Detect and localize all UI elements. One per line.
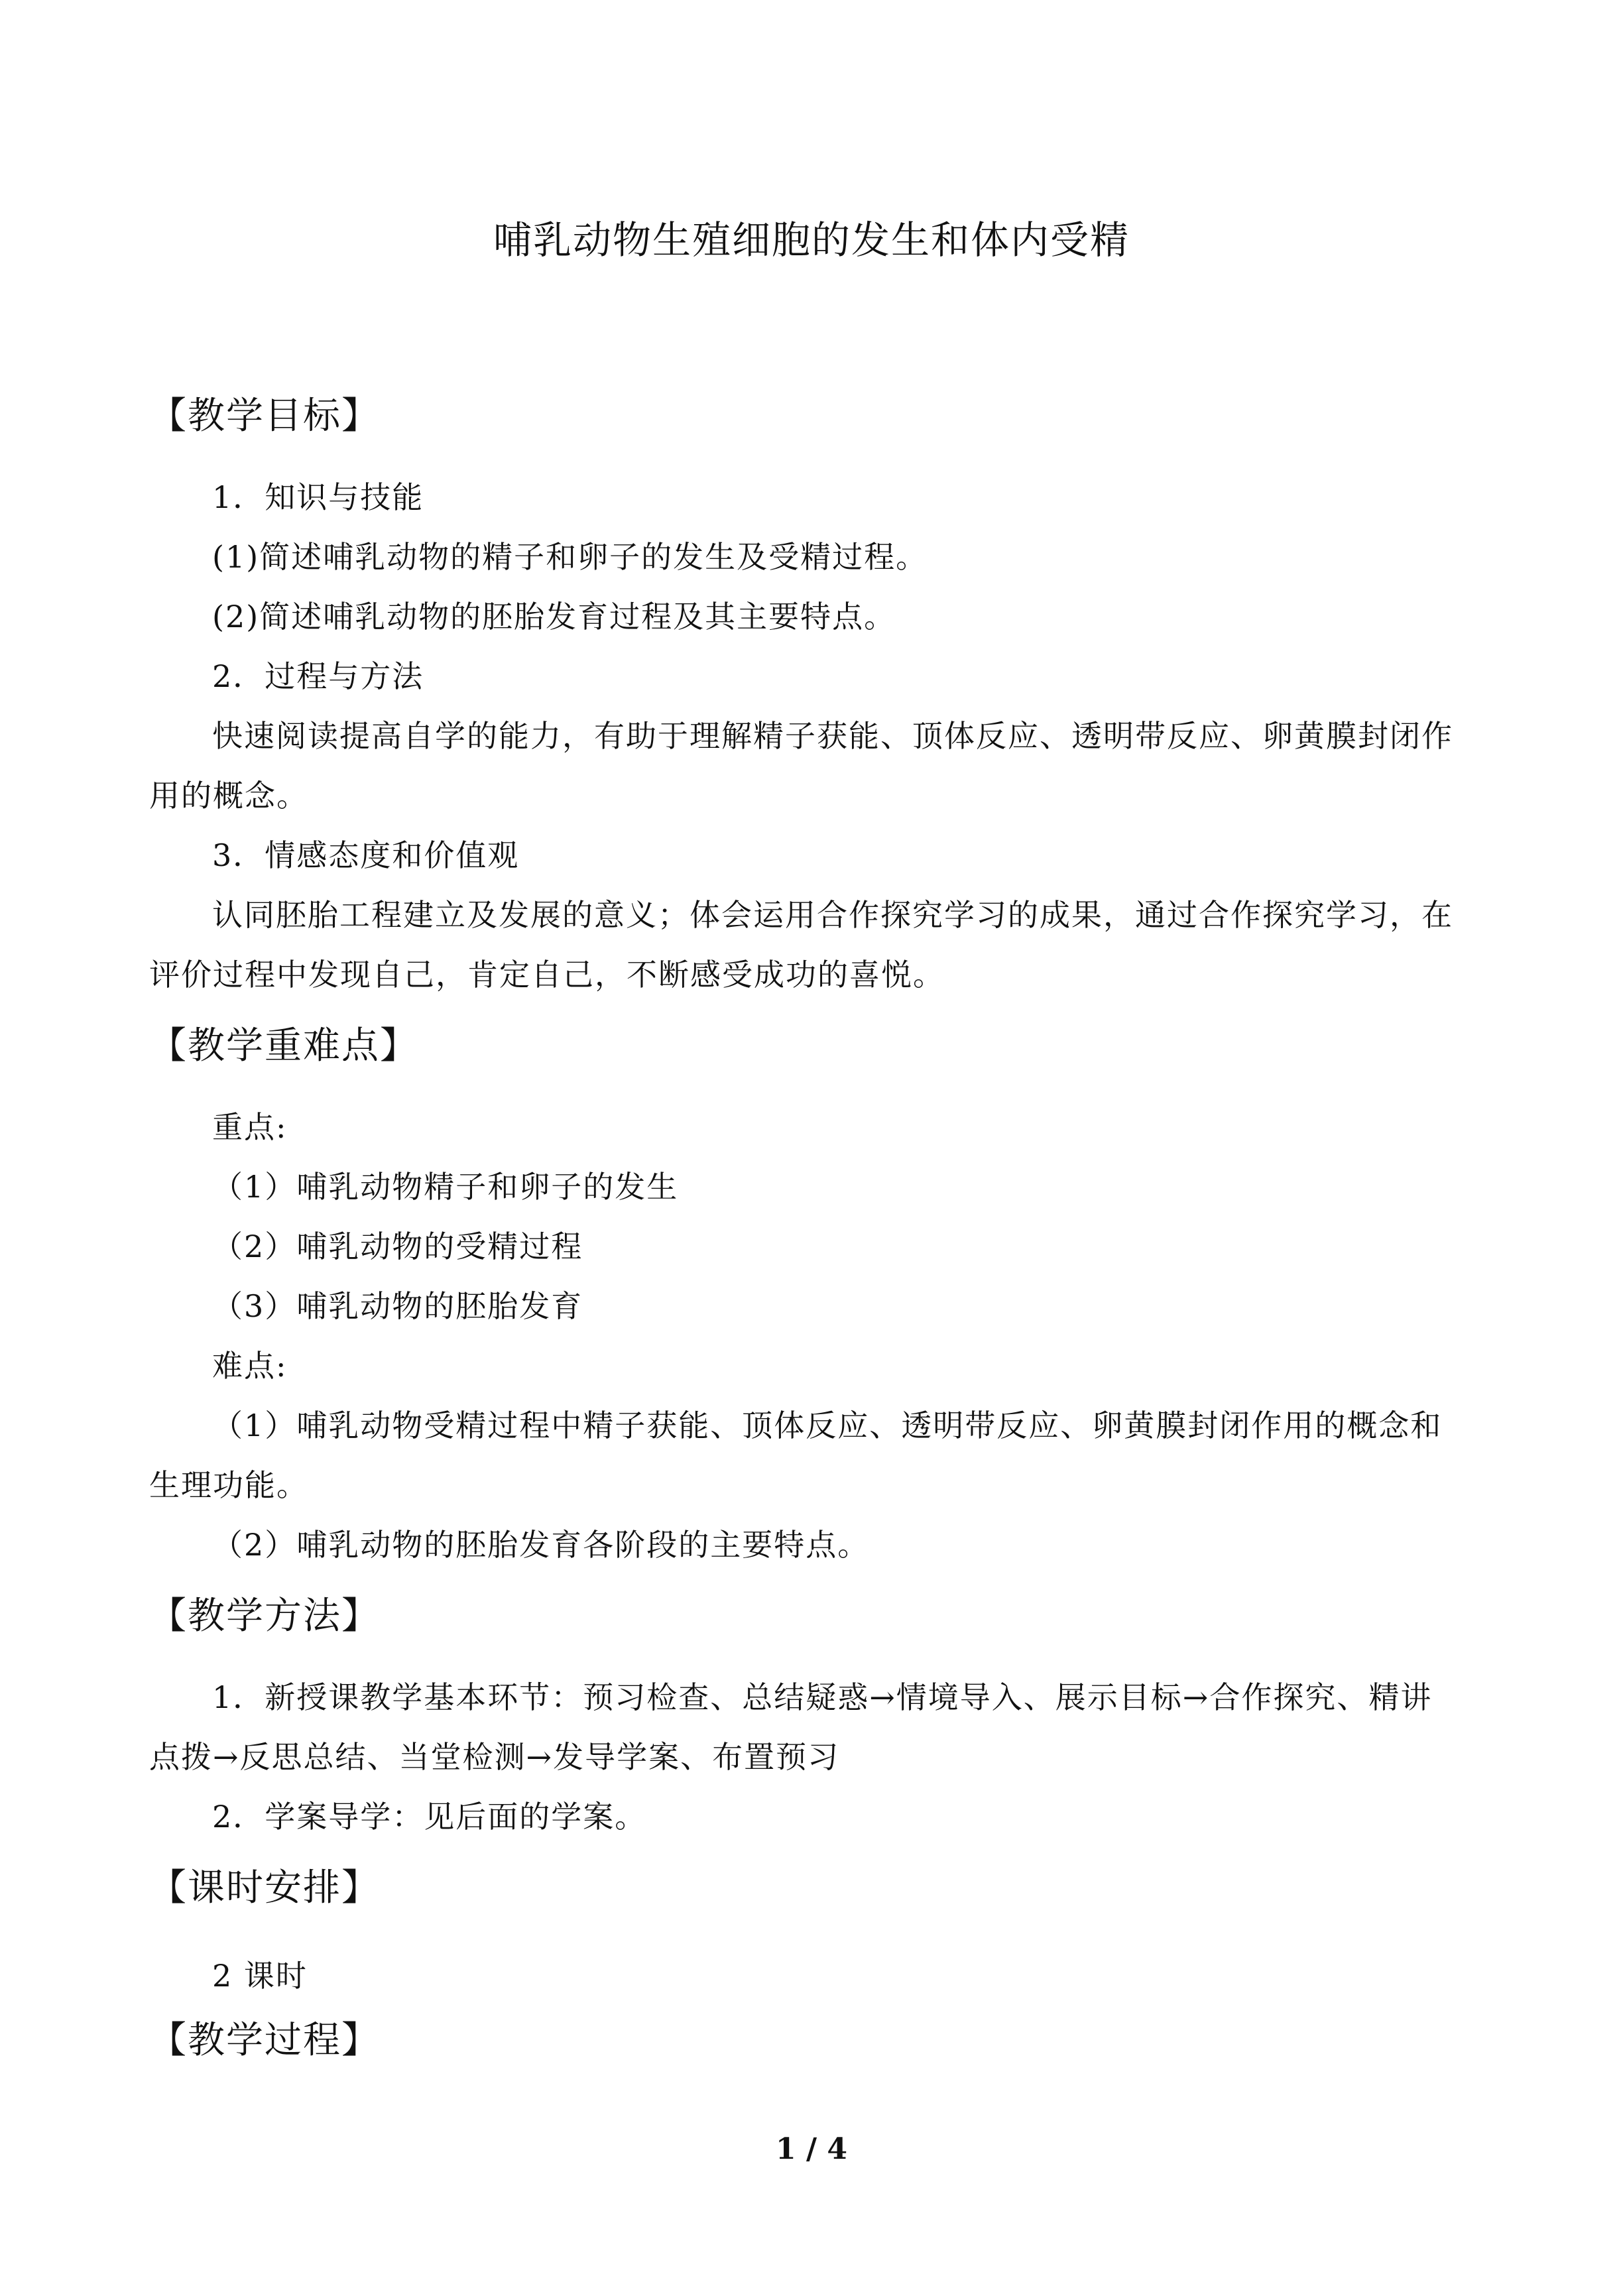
methods-item-1-line-1: 1．新授课教学基本环节：预习检查、总结疑惑→情境导入、展示目标→合作探究、精讲 xyxy=(212,1679,1433,1715)
goals-values-text-line-1: 认同胚胎工程建立及发展的意义；体会运用合作探究学习的成果，通过合作探究学习，在 xyxy=(212,897,1453,933)
goals-process-text-line-1: 快速阅读提高自学的能力，有助于理解精子获能、顶体反应、透明带反应、卵黄膜封闭作 xyxy=(212,718,1453,754)
goals-item-knowledge-1: (1)简述哺乳动物的精子和卵子的发生及受精过程。 xyxy=(212,539,928,575)
section-heading-schedule: 【课时安排】 xyxy=(149,1866,380,1909)
section-heading-key-points: 【教学重难点】 xyxy=(149,1024,418,1067)
goals-item-knowledge: 1．知识与技能 xyxy=(212,479,424,515)
focus-item-1: （1）哺乳动物精子和卵子的发生 xyxy=(212,1169,679,1205)
goals-item-process: 2．过程与方法 xyxy=(212,658,424,694)
difficulty-item-1-line-1: （1）哺乳动物受精过程中精子获能、顶体反应、透明带反应、卵黄膜封闭作用的概念和 xyxy=(212,1408,1443,1443)
goals-item-knowledge-2: (2)简述哺乳动物的胚胎发育过程及其主要特点。 xyxy=(212,599,896,634)
difficulty-item-2: （2）哺乳动物的胚胎发育各阶段的主要特点。 xyxy=(212,1527,870,1563)
page-number: 1 / 4 xyxy=(776,2132,847,2166)
focus-item-2: （2）哺乳动物的受精过程 xyxy=(212,1229,583,1264)
goals-item-values: 3．情感态度和价值观 xyxy=(212,837,520,873)
methods-item-1-line-2: 点拨→反思总结、当堂检测→发导学案、布置预习 xyxy=(149,1739,840,1775)
focus-item-3: （3）哺乳动物的胚胎发育 xyxy=(212,1288,583,1324)
difficulty-item-1-line-2: 生理功能。 xyxy=(149,1467,308,1503)
difficulty-label: 难点: xyxy=(212,1348,288,1384)
goals-values-text-line-2: 评价过程中发现自己，肯定自己，不断感受成功的喜悦。 xyxy=(149,957,945,993)
methods-item-2: 2．学案导学：见后面的学案。 xyxy=(212,1799,647,1835)
section-heading-process: 【教学过程】 xyxy=(149,2019,380,2062)
schedule-value: 2 课时 xyxy=(212,1958,308,1994)
section-heading-methods: 【教学方法】 xyxy=(149,1595,380,1638)
document-title: 哺乳动物生殖细胞的发生和体内受精 xyxy=(493,217,1130,263)
focus-label: 重点: xyxy=(212,1109,288,1145)
goals-process-text-line-2: 用的概念。 xyxy=(149,778,308,814)
section-heading-goals: 【教学目标】 xyxy=(149,394,380,438)
